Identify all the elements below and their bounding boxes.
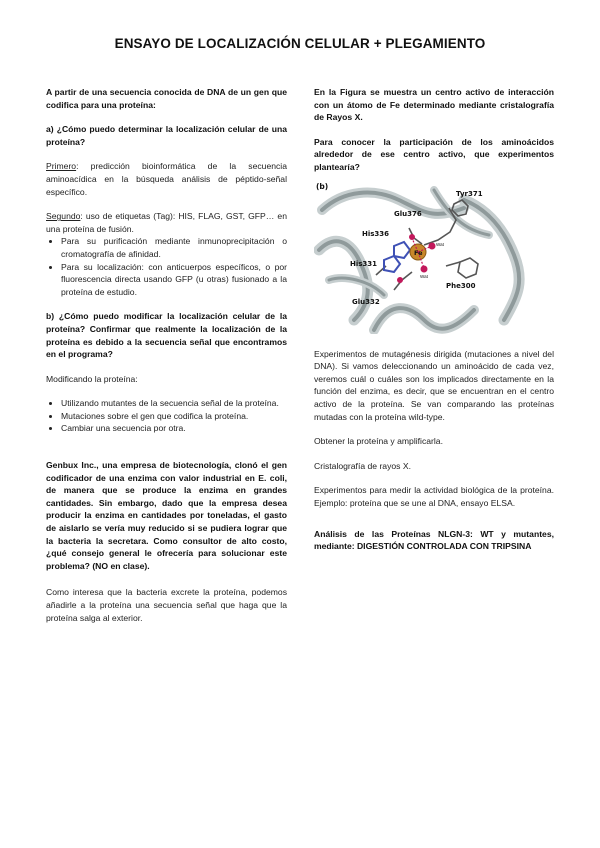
segundo-paragraph <box>46 210 287 235</box>
water-molecule <box>421 265 428 272</box>
modificando-text: Modificando la proteína: <box>46 373 138 384</box>
panel-label: (b) <box>316 181 329 191</box>
obtain-protein-text: Obtener la proteína y amplificarla. <box>314 436 443 447</box>
genbux-answer: Como interesa que la bacteria excrete la proteína, podemos añadirle a la proteína una secuencia señal que haga que la proteína salga al exterior. <box>46 587 287 623</box>
nlgn3-analysis-text: Análisis de las Proteínas NLGN-3: WT y mutantes, mediante: DIGESTIÓN CONTROLADA CON TRIPSINA <box>314 528 554 552</box>
list-item: • Cambiar una secuencia por otra. <box>61 422 287 435</box>
list-item: • Para su purificación mediante inmunoprecipitación o cromatografía de afinidad. <box>61 235 287 260</box>
question-a: a) ¿Cómo puedo determinar la localización celular de una proteína? <box>46 124 287 147</box>
left-column <box>46 86 287 624</box>
modification-list <box>46 397 287 435</box>
primero-label: Primero <box>46 161 77 172</box>
figure-intro: En la Figura se muestra un centro activo de interacción con un átomo de Fe determinado mediante cristalografía de Rayos X. <box>314 87 554 123</box>
segundo-text: : uso de etiquetas (Tag): HIS, FLAG, GST, GFP… en una proteína de fusión. <box>46 211 287 234</box>
oxygen-atom <box>397 277 403 283</box>
experiments-question: Para conocer la participación de los aminoácidos alrededor de ese centro activo, que experimentos plantearía? <box>314 136 554 172</box>
intro-text: A partir de una secuencia conocida de DNA de un gen que codifica para una proteína: <box>46 87 287 110</box>
list-item: • Utilizando mutantes de la secuencia señal de la proteína. <box>61 397 287 410</box>
water-molecule <box>429 242 436 249</box>
activity-text: Experimentos para medir la actividad biológica de la proteína. Ejemplo: proteína que se une al DNA, ensayo ELSA. <box>314 485 554 508</box>
tag-uses-list <box>46 235 287 298</box>
oxygen-atom <box>409 234 415 240</box>
list-item: • Mutaciones sobre el gen que codifica la proteína. <box>61 410 287 423</box>
water-label: Wat <box>420 273 428 279</box>
genbux-problem: Genbux Inc., una empresa de biotecnología, clonó el gen codificador de una enzima con valor industrial en E. coli, de manera que se produce la enzima en grandes cantidades. Sin embargo, dado que la empresa desea producir la enzima en cantidades por toneladas, el gasto de aislarlo se vería muy reducido si se pudiera lograr que la bacteria la secretara. Como consultor de alto costo, ¿qué consejo general le ofrecería para solucionar este problema? (NO en clase). <box>46 460 287 571</box>
active-site-image <box>314 180 528 334</box>
list-item: • Para su localización: con anticuerpos específicos, o por fluorescencia directa usando GFP (u otras) fusionado a la proteína de estudio. <box>61 261 287 299</box>
question-b: b) ¿Cómo puedo modificar la localización celular de la proteína? Confirmar que realmente la localización de la proteína es debido a la secuencia señal que encontramos en el programa? <box>46 311 287 360</box>
his336-label: His336 <box>362 229 390 238</box>
primero-paragraph <box>46 160 287 198</box>
active-site-figure <box>314 180 524 330</box>
fe-label: Fe <box>414 248 423 257</box>
segundo-label: Segundo <box>46 211 81 222</box>
page-title: ENSAYO DE LOCALIZACIÓN CELULAR + PLEGAMIENTO <box>114 36 486 51</box>
glu332-label: Glu332 <box>352 297 380 306</box>
phe300-label: Phe300 <box>446 281 476 290</box>
right-column <box>314 86 554 553</box>
glu376-label: Glu376 <box>394 209 422 218</box>
crystallography-text: Cristalografía de rayos X. <box>314 460 411 471</box>
his331-label: His331 <box>350 259 378 268</box>
water-label: Wat <box>436 241 444 247</box>
mutagenesis-text: Experimentos de mutagénesis dirigida (mutaciones a nivel del DNA). Si vamos deleccionando un aminoácido de cada vez, veremos cuál o cuáles son los implicados directamente en la función del enzima, es decir, que se encuentran en el centro activo de la proteína. Se van comparando las proteínas mutadas con la proteína wild-type. <box>314 348 554 422</box>
primero-text: : predicción bioinformática de la secuencia aminoacídica en la búsqueda análisis de péptido-señal específico. <box>46 161 287 197</box>
tyr371-label: Tyr371 <box>456 189 483 198</box>
